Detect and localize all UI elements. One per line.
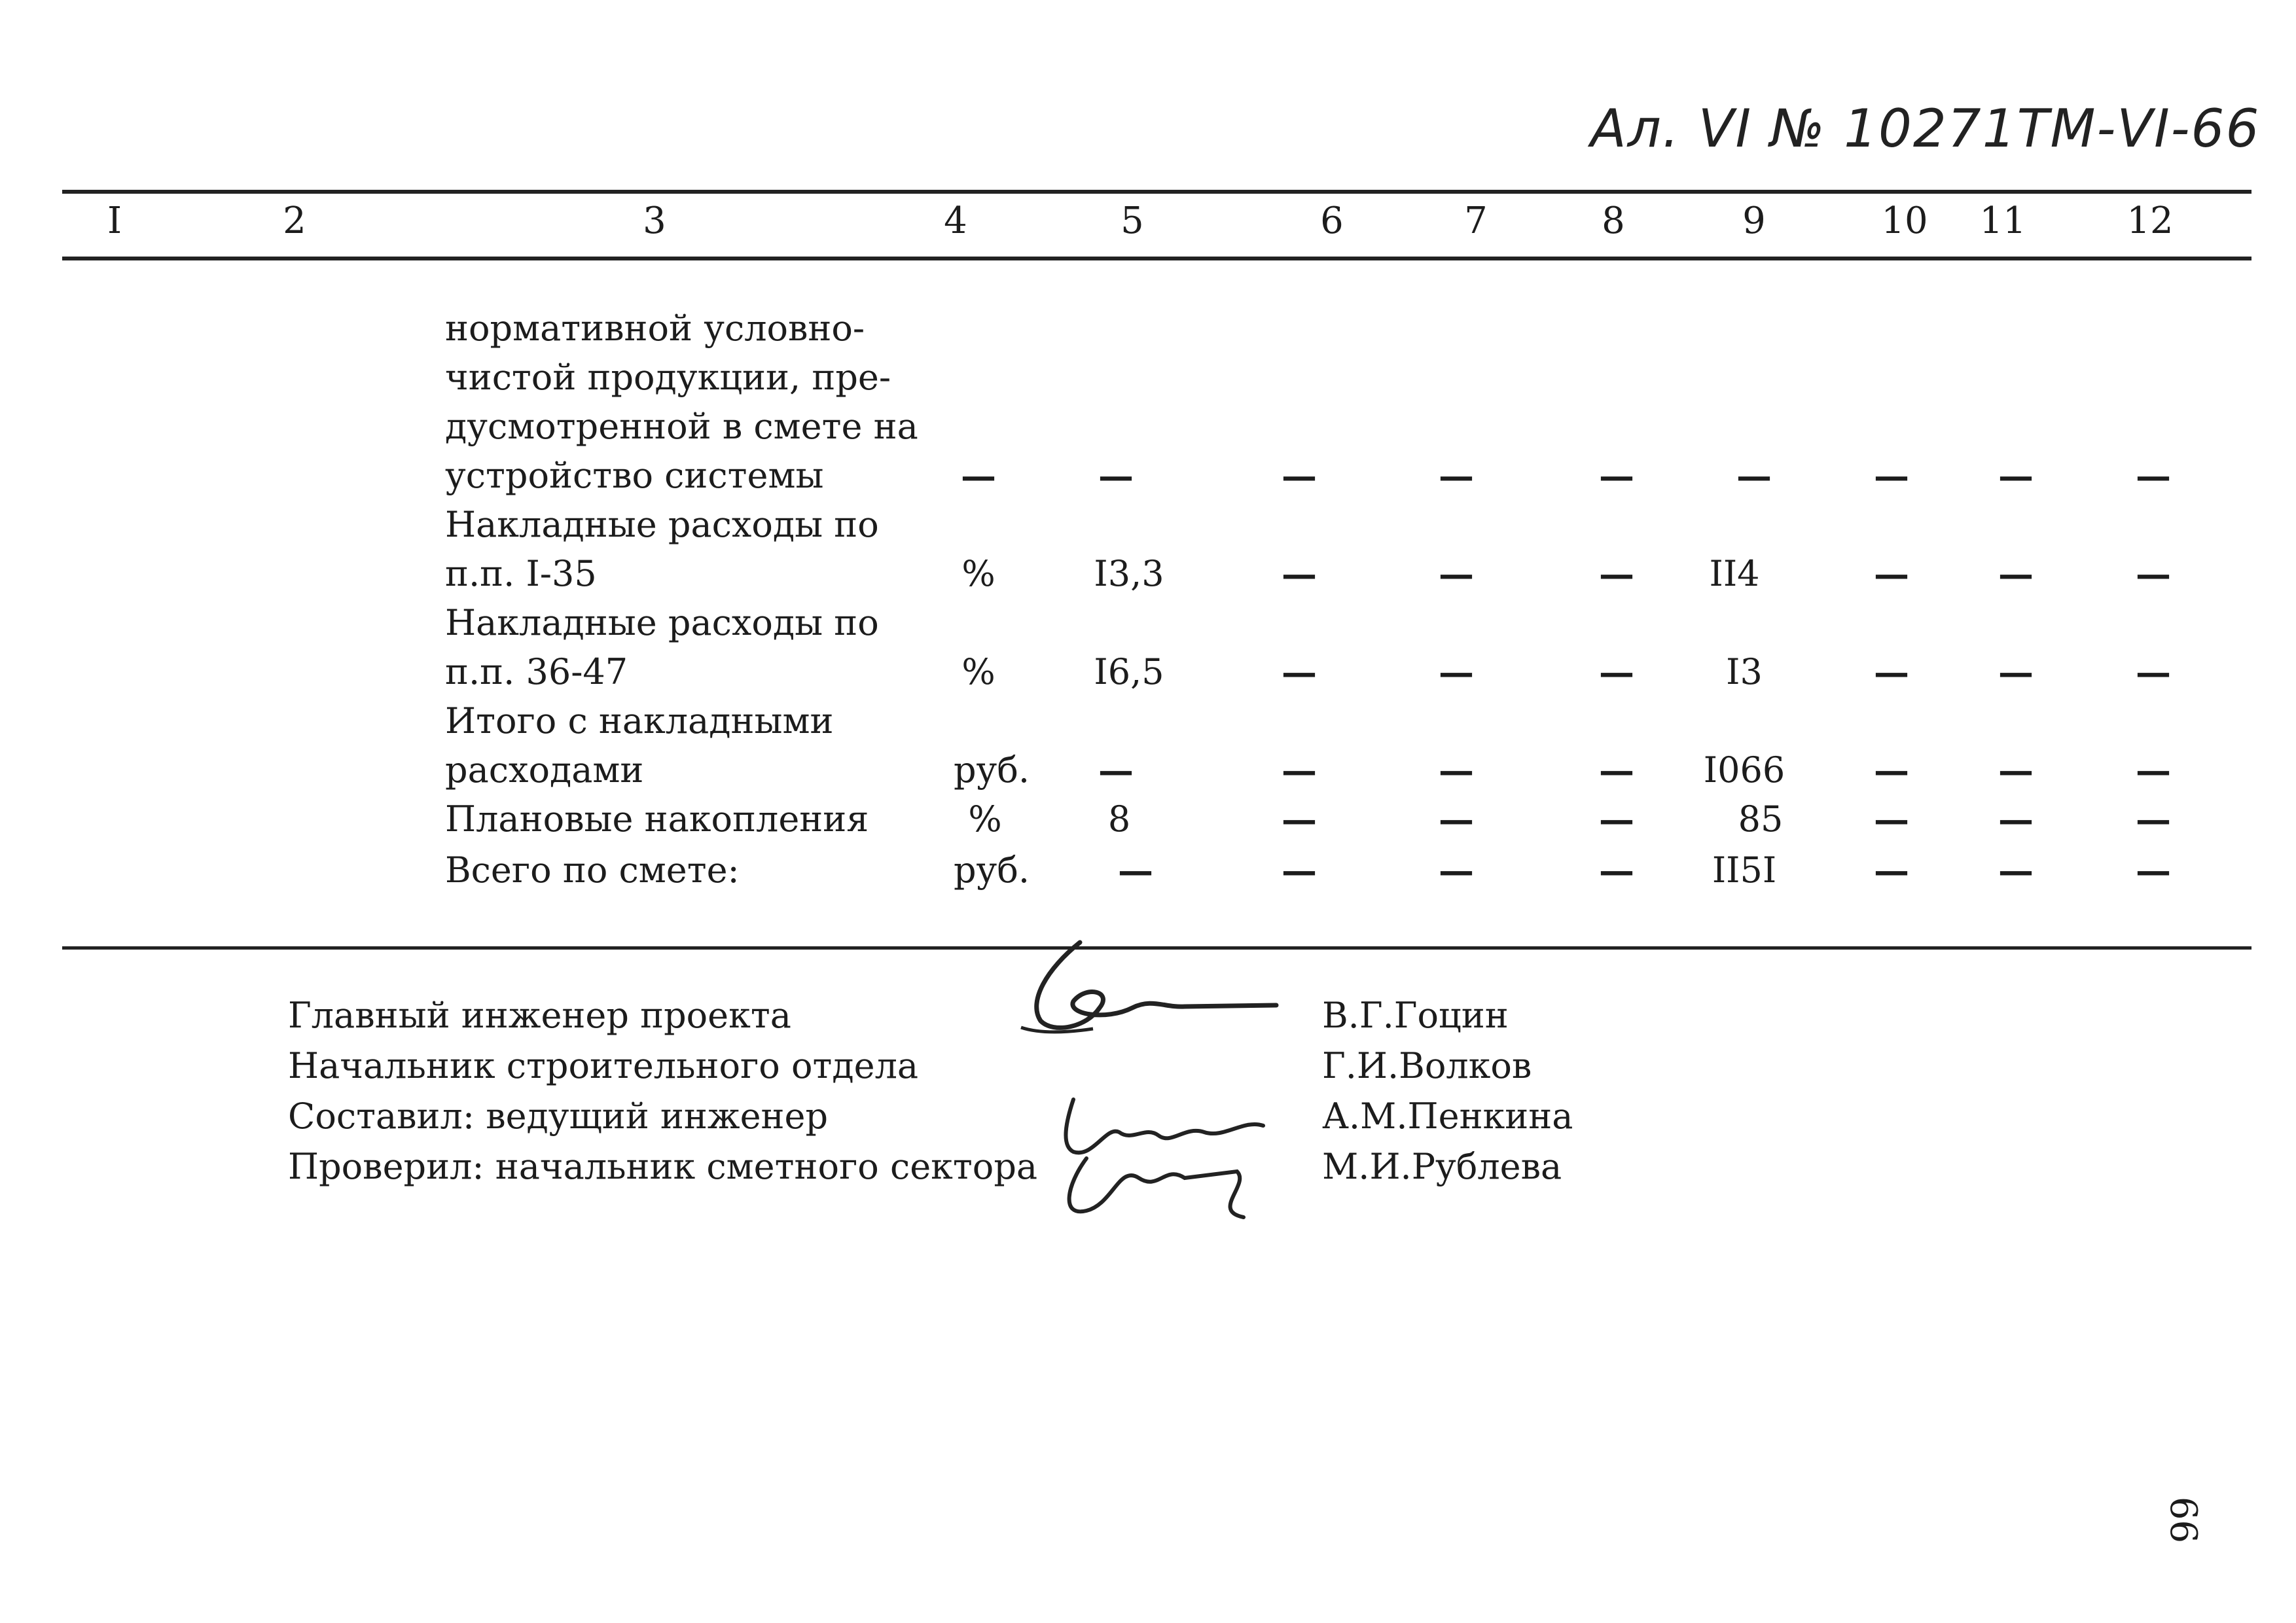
column-10-cell: — [1874, 455, 1909, 497]
column-number: 8 [1602, 200, 1625, 242]
column-number: 12 [2126, 200, 2174, 242]
signature-name: Г.И.Волков [1322, 1045, 1532, 1086]
column-8-cell: — [1599, 651, 1634, 693]
unit-cell: — [961, 455, 996, 497]
total-cell: 85 [1738, 798, 1784, 840]
column-11-cell: — [1998, 798, 2034, 840]
column-12-cell: — [2136, 553, 2171, 595]
signature-role: Главный инженер проекта [288, 995, 791, 1036]
column-number: 7 [1464, 200, 1488, 242]
page-number: 66 [2162, 1496, 2205, 1544]
column-10-cell: — [1874, 749, 1909, 791]
column-number: 6 [1320, 200, 1344, 242]
rate-cell: I6,5 [1094, 651, 1164, 692]
row-description-line: устройство системы [445, 455, 824, 496]
row-description-line: п.п. I-35 [445, 553, 597, 594]
rate-cell: — [1118, 849, 1153, 891]
signature-name: А.М.Пенкина [1322, 1096, 1573, 1137]
column-10-cell: — [1874, 849, 1909, 891]
unit-cell: руб. [953, 749, 1030, 791]
column-7-cell: — [1439, 849, 1474, 891]
rate-cell: I3,3 [1094, 553, 1164, 594]
table-top-rule [62, 190, 2251, 194]
row-description-line: Итого с накладными [445, 700, 834, 741]
column-8-cell: — [1599, 749, 1634, 791]
unit-cell: % [968, 798, 1002, 840]
rate-cell: — [1098, 455, 1134, 497]
column-number: 5 [1121, 200, 1144, 242]
column-12-cell: — [2136, 455, 2171, 497]
column-12-cell: — [2136, 798, 2171, 840]
total-cell: I3 [1726, 651, 1763, 692]
column-11-cell: — [1998, 455, 2034, 497]
column-11-cell: — [1998, 849, 2034, 891]
column-10-cell: — [1874, 553, 1909, 595]
column-7-cell: — [1439, 553, 1474, 595]
rate-cell: 8 [1107, 798, 1131, 840]
column-7-cell: — [1439, 455, 1474, 497]
column-11-cell: — [1998, 749, 2034, 791]
column-number: 4 [944, 200, 967, 242]
signature-role: Проверил: начальник сметного сектора [288, 1146, 1038, 1187]
document-code: Ал. VI № 10271ТМ-VI-66 [1590, 98, 2261, 159]
column-12-cell: — [2136, 749, 2171, 791]
column-number: 10 [1881, 200, 1928, 242]
column-8-cell: — [1599, 553, 1634, 595]
unit-cell: % [961, 651, 996, 692]
column-12-cell: — [2136, 651, 2171, 693]
row-description-line: чистой продукции, пре- [445, 357, 891, 398]
unit-cell: % [961, 553, 996, 594]
column-8-cell: — [1599, 849, 1634, 891]
unit-cell: руб. [953, 849, 1030, 891]
column-10-cell: — [1874, 651, 1909, 693]
row-description-line: нормативной условно- [445, 308, 865, 349]
column-11-cell: — [1998, 553, 2034, 595]
column-header-rule [62, 257, 2251, 260]
column-6-cell: — [1282, 749, 1317, 791]
column-7-cell: — [1439, 749, 1474, 791]
total-cell: I066 [1703, 749, 1785, 791]
row-description-line: Всего по смете: [445, 849, 740, 891]
row-description-line: п.п. 36-47 [445, 651, 628, 692]
signature-name: М.И.Рублева [1322, 1146, 1562, 1187]
column-number: I [107, 200, 122, 242]
column-6-cell: — [1282, 651, 1317, 693]
signature-role: Составил: ведущий инженер [288, 1096, 829, 1137]
column-number: 2 [283, 200, 306, 242]
total-cell: — [1736, 455, 1772, 497]
column-7-cell: — [1439, 798, 1474, 840]
column-6-cell: — [1282, 798, 1317, 840]
handwritten-signature [1001, 929, 1283, 1041]
column-11-cell: — [1998, 651, 2034, 693]
column-12-cell: — [2136, 849, 2171, 891]
signature-name: В.Г.Гоцин [1322, 995, 1509, 1036]
column-6-cell: — [1282, 849, 1317, 891]
row-description-line: Накладные расходы по [445, 504, 879, 545]
column-8-cell: — [1599, 455, 1634, 497]
signature-role: Начальник строительного отдела [288, 1045, 919, 1086]
column-6-cell: — [1282, 553, 1317, 595]
row-description-line: дусмотренной в смете на [445, 406, 918, 447]
column-number: 9 [1742, 200, 1766, 242]
row-description-line: Накладные расходы по [445, 602, 879, 643]
handwritten-signature [1047, 1086, 1283, 1230]
row-description-line: Плановые накопления [445, 798, 869, 840]
column-10-cell: — [1874, 798, 1909, 840]
column-7-cell: — [1439, 651, 1474, 693]
total-cell: II5I [1712, 849, 1777, 891]
column-number: 3 [643, 200, 666, 242]
total-cell: II4 [1709, 553, 1760, 594]
rate-cell: — [1098, 749, 1134, 791]
column-number: 11 [1979, 200, 2026, 242]
row-description-line: расходами [445, 749, 644, 791]
column-8-cell: — [1599, 798, 1634, 840]
column-6-cell: — [1282, 455, 1317, 497]
